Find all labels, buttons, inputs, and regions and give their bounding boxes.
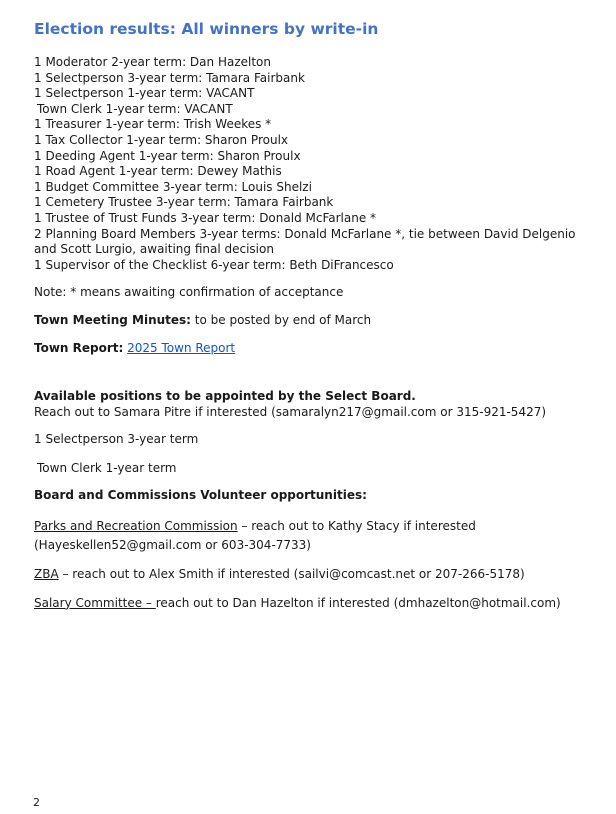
salary-committee-text: reach out to Dan Hazelton if interested (dmhazelton@hotmail.com): [155, 595, 561, 610]
volunteer-salary: [34, 596, 594, 612]
available-contact: Reach out to Samara Pitre if interested (samaralyn217@gmail.com or 315-921-5427): [34, 404, 547, 419]
available-position-town-clerk: Town Clerk 1-year term: [37, 460, 177, 475]
result-tax-collector: 1 Tax Collector 1-year term: Sharon Proulx: [34, 132, 289, 147]
parks-commission-text: – reach out to Kathy Stacy if interested (Hayeskellen52@gmail.com or 603-304-7733): [34, 519, 476, 552]
page-content: [34, 20, 594, 611]
result-selectperson-3yr: 1 Selectperson 3-year term: Tamara Fairbank: [34, 70, 305, 85]
result-town-clerk: Town Clerk 1-year term: VACANT: [37, 101, 233, 116]
result-moderator: 1 Moderator 2-year term: Dan Hazelton: [34, 55, 271, 69]
zba-text: – reach out to Alex Smith if interested (sailvi@comcast.net or 207-266-5178): [58, 567, 525, 582]
zba-name: ZBA: [34, 567, 59, 582]
result-selectperson-1yr: 1 Selectperson 1-year term: VACANT: [34, 86, 255, 101]
result-trust-funds: 1 Trustee of Trust Funds 3-year term: Donald McFarlane *: [34, 210, 377, 225]
result-budget-committee: 1 Budget Committee 3-year term: Louis Shelzi: [34, 179, 312, 194]
salary-committee-name: Salary Committee –: [34, 595, 156, 610]
result-road-agent: 1 Road Agent 1-year term: Dewey Mathis: [34, 164, 282, 179]
result-deeding-agent: 1 Deeding Agent 1-year term: Sharon Proulx: [34, 148, 301, 163]
result-treasurer: 1 Treasurer 1-year term: Trish Weekes *: [34, 117, 272, 132]
election-results-list: [34, 55, 594, 273]
result-planning-board: 2 Planning Board Members 3-year terms: Donald McFarlane *, tie between David Delgenio and Scott Lurgio, awaiting final decision: [34, 226, 576, 257]
report-label: Town Report:: [34, 340, 124, 355]
town-meeting-minutes: [34, 313, 594, 329]
volunteer-parks: [34, 517, 594, 554]
town-report-link[interactable]: 2025 Town Report: [127, 340, 236, 355]
asterisk-note: Note: * means awaiting confirmation of acceptance: [34, 285, 344, 300]
parks-commission-name: Parks and Recreation Commission: [34, 519, 238, 534]
town-report: [34, 341, 594, 357]
minutes-text: to be posted by end of March: [190, 312, 372, 327]
page-heading: Election results: All winners by write-in: [34, 20, 379, 38]
volunteer-title: Board and Commissions Volunteer opportunities:: [34, 488, 367, 503]
available-position-selectperson: 1 Selectperson 3-year term: [34, 432, 199, 447]
page-number: 2: [33, 796, 40, 809]
available-positions: [34, 389, 594, 420]
minutes-label: Town Meeting Minutes:: [34, 312, 191, 327]
available-title: Available positions to be appointed by the Select Board.: [34, 389, 416, 404]
volunteer-zba: [34, 567, 594, 583]
result-cemetery-trustee: 1 Cemetery Trustee 3-year term: Tamara Fairbank: [34, 195, 334, 210]
result-checklist-supervisor: 1 Supervisor of the Checklist 6-year term: Beth DiFrancesco: [34, 257, 394, 272]
